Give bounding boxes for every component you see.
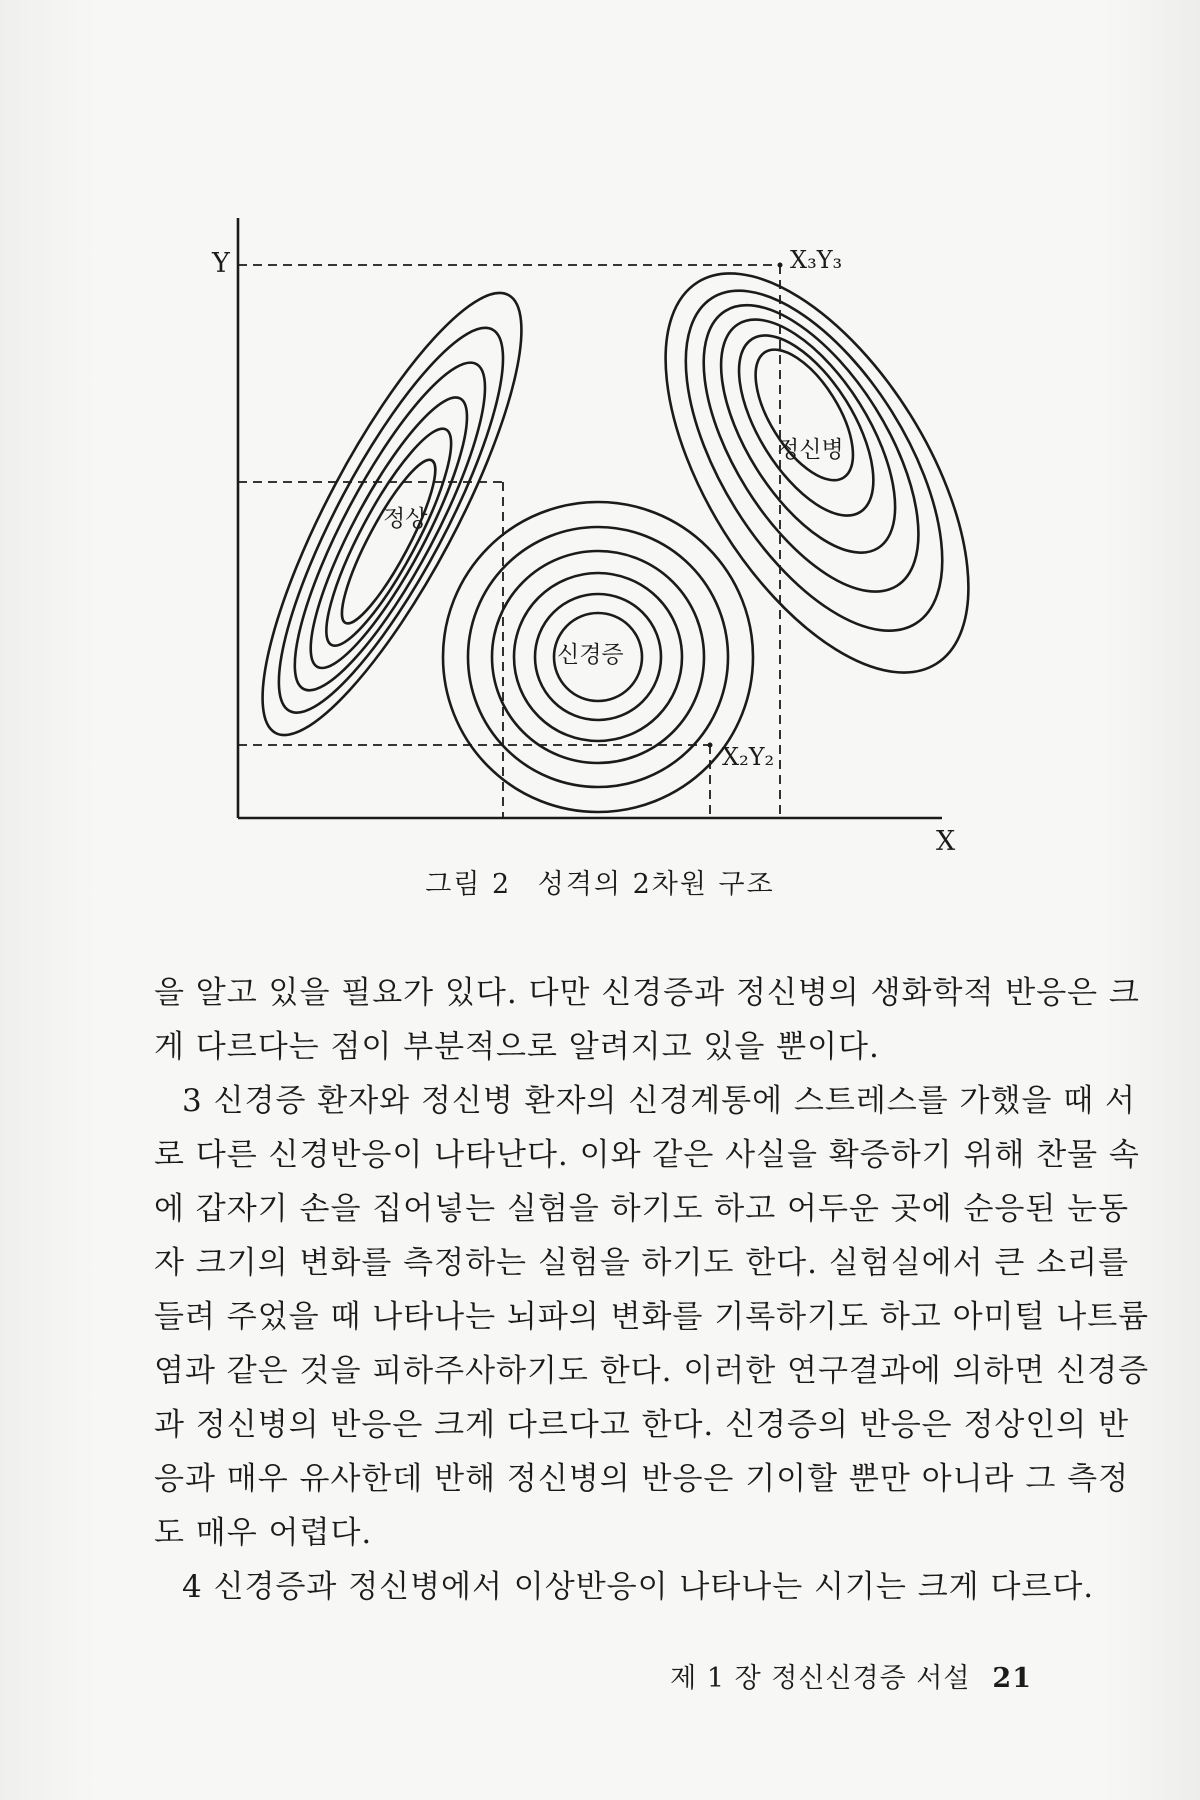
region-neurosis-label: 신경증 bbox=[557, 642, 624, 668]
text-line: 자 크기의 변화를 측정하는 실험을 하기도 한다. 실험실에서 큰 소리를 bbox=[154, 1245, 1130, 1281]
text-line: 염과 같은 것을 피하주사하기도 한다. 이러한 연구결과에 의하면 신경증 bbox=[154, 1353, 1150, 1389]
body-text bbox=[154, 966, 1150, 1614]
chapter-title: 제 1 장 정신신경증 서설 bbox=[670, 1663, 971, 1694]
x2y2-label: X₂Y₂ bbox=[722, 743, 775, 771]
region-normal-label: 정상 bbox=[383, 506, 428, 532]
figure-caption bbox=[0, 862, 1200, 901]
text-line: 을 알고 있을 필요가 있다. 다만 신경증과 정신병의 생화학적 반응은 크 bbox=[154, 975, 1140, 1011]
text-line: 3 신경증 환자와 정신병 환자의 신경계통에 스트레스를 가했을 때 서 bbox=[182, 1083, 1136, 1119]
y-axis-label: Y bbox=[212, 248, 230, 279]
text-line: 에 갑자기 손을 집어넣는 실험을 하기도 하고 어두운 곳에 순응된 눈동 bbox=[154, 1191, 1130, 1227]
x-axis-label: X bbox=[936, 826, 956, 857]
text-line: 게 다르다는 점이 부분적으로 알려지고 있을 뿐이다. bbox=[154, 1029, 880, 1065]
x2y2-point bbox=[708, 743, 713, 748]
text-line: 4 신경증과 정신병에서 이상반응이 나타나는 시기는 크게 다르다. bbox=[182, 1569, 1095, 1605]
psychosis-contours bbox=[604, 224, 1029, 722]
text-line: 응과 매우 유사한데 반해 정신병의 반응은 기이할 뿐만 아니라 그 측정 bbox=[154, 1461, 1130, 1497]
text-line: 과 정신병의 반응은 크게 다르다고 한다. 신경증의 반응은 정상인의 반 bbox=[154, 1407, 1130, 1443]
page-number: 21 bbox=[992, 1663, 1032, 1694]
figure-number: 그림 2 bbox=[425, 869, 512, 900]
x3y3-point bbox=[778, 263, 783, 268]
figure-title: 성격의 2차원 구조 bbox=[537, 869, 775, 900]
text-line: 도 매우 어렵다. bbox=[154, 1515, 373, 1551]
text-line: 들려 주었을 때 나타나는 뇌파의 변화를 기록하기도 하고 아미털 나트륨 bbox=[154, 1299, 1150, 1335]
region-psychosis-label: 정신병 bbox=[777, 437, 844, 463]
running-footer bbox=[670, 1656, 1032, 1695]
text-line: 로 다른 신경반응이 나타난다. 이와 같은 사실을 확증하기 위해 찬물 속 bbox=[154, 1137, 1140, 1173]
x3y3-label: X₃Y₃ bbox=[790, 246, 843, 274]
